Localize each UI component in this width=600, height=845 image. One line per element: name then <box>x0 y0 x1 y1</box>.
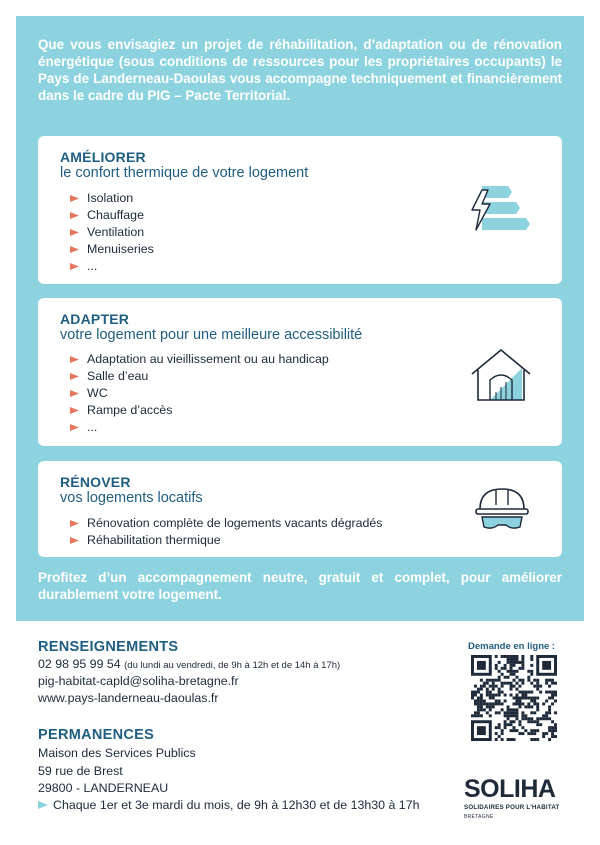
bullet-icon <box>70 537 79 544</box>
outro-text: Profitez d’un accompagnement neutre, gratuit et complet, pour améliorer durablement votre logement. <box>38 570 562 602</box>
logo-tagline: SOLIDAIRES POUR L’HABITAT <box>464 804 560 811</box>
bullet-icon <box>70 407 79 414</box>
card-title: RÉNOVER <box>60 474 131 490</box>
list-item: WC <box>70 385 329 402</box>
house-ramp-icon <box>470 346 532 402</box>
qr-label: Demande en ligne : <box>468 641 556 652</box>
list-item: Menuiseries <box>70 241 154 258</box>
list-item: Ventilation <box>70 224 154 241</box>
soliha-logo <box>464 777 574 820</box>
card-list <box>70 351 329 436</box>
list-item: Rampe d’accès <box>70 402 329 419</box>
list-item: ... <box>70 258 154 275</box>
bullet-icon <box>70 263 79 270</box>
address-line: 59 rue de Brest <box>38 764 123 778</box>
phone-hours: (du lundi au vendredi, de 9h à 12h et de 14h à 17h) <box>124 660 341 671</box>
phone-number[interactable]: 02 98 95 99 54 <box>38 657 121 671</box>
logo-name: SOLIHA <box>464 775 556 803</box>
permanences-title: PERMANENCES <box>38 727 155 743</box>
list-item: Chauffage <box>70 207 154 224</box>
card-renover <box>38 461 562 557</box>
list-item: Adaptation au vieillissement ou au handicap <box>70 351 329 368</box>
card-adapter <box>38 298 562 446</box>
bullet-icon <box>70 229 79 236</box>
list-item: Salle d’eau <box>70 368 329 385</box>
hard-hat-icon <box>472 483 532 533</box>
qr-code[interactable] <box>471 655 557 741</box>
schedule-line: Chaque 1er et 3e mardi du mois, de 9h à 12h30 et de 13h30 à 17h <box>38 798 419 812</box>
card-title: AMÉLIORER <box>60 149 146 165</box>
card-subtitle: le confort thermique de votre logement <box>60 165 309 181</box>
list-item: Rénovation complète de logements vacants dégradés <box>70 515 383 532</box>
energy-bolt-icon <box>468 182 530 234</box>
list-item: ... <box>70 419 329 436</box>
bullet-icon <box>70 212 79 219</box>
bullet-icon <box>70 390 79 397</box>
address-line: Maison des Services Publics <box>38 746 196 760</box>
card-subtitle: votre logement pour une meilleure accessibilité <box>60 327 363 343</box>
intro-text: Que vous envisagiez un projet de réhabilitation, d’adaptation ou de rénovation énergétique (sous conditions de ressources pour les propriétaires occupants) le Pays de Landerneau-Daoulas vous accompagne techniquement et financièrement dans le cadre du PIG – Pacte Territorial. <box>38 37 562 103</box>
card-list <box>70 515 383 549</box>
card-title: ADAPTER <box>60 311 130 327</box>
bullet-icon <box>38 801 48 809</box>
email-link[interactable]: pig-habitat-capld@soliha-bretagne.fr <box>38 674 239 688</box>
card-ameliorer <box>38 136 562 284</box>
card-list <box>70 190 154 275</box>
bullet-icon <box>70 356 79 363</box>
phone-line <box>38 657 340 671</box>
bullet-icon <box>70 520 79 527</box>
bullet-icon <box>70 424 79 431</box>
website-link[interactable]: www.pays-landerneau-daoulas.fr <box>38 691 219 705</box>
list-item: Isolation <box>70 190 154 207</box>
card-subtitle: vos logements locatifs <box>60 490 203 506</box>
bullet-icon <box>70 373 79 380</box>
bullet-icon <box>70 195 79 202</box>
bullet-icon <box>70 246 79 253</box>
logo-region: BRETAGNE <box>464 814 494 820</box>
renseignements-title: RENSEIGNEMENTS <box>38 639 179 655</box>
address-line: 29800 - LANDERNEAU <box>38 781 169 795</box>
list-item: Réhabilitation thermique <box>70 532 383 549</box>
